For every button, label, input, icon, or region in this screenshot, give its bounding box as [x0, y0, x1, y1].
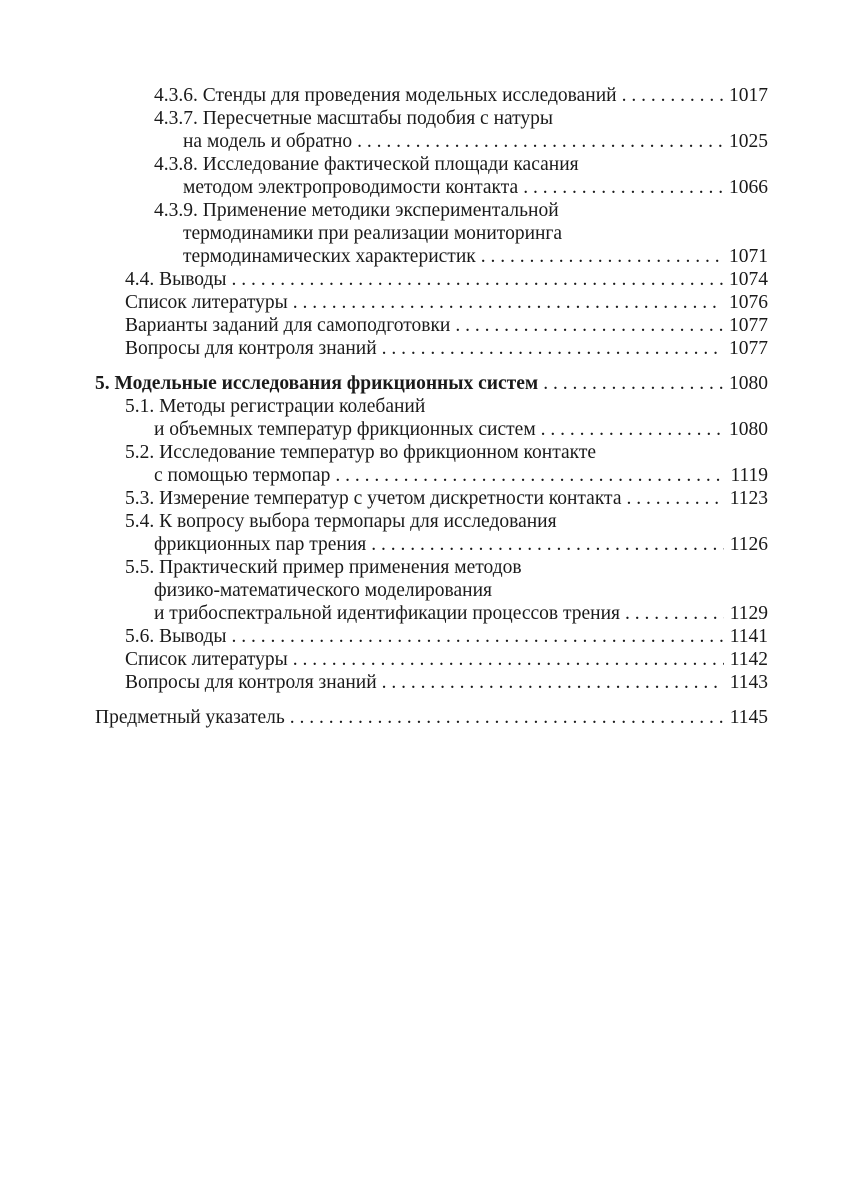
leader-dots: [382, 337, 723, 360]
toc-entry-title: термодинамики при реализации мониторинга: [183, 223, 563, 244]
toc-entry-page: 1077: [729, 315, 768, 336]
toc-entry-page: 1080: [729, 373, 768, 394]
toc-entry[interactable]: [0, 337, 768, 360]
toc-entry-title: 5.1. Методы регистрации колебаний: [125, 396, 426, 417]
toc-entry-continuation[interactable]: [0, 579, 857, 602]
toc-entry-page: 1142: [729, 649, 768, 670]
toc-entry-title: методом электропроводимости контакта: [183, 177, 519, 198]
toc-entry-title: 4.3.8. Исследование фактической площади касания: [154, 154, 579, 175]
toc-entry[interactable]: [0, 107, 857, 130]
toc-entry-page: 1123: [729, 488, 768, 509]
leader-dots: [371, 533, 723, 556]
leader-dots: [543, 372, 723, 395]
toc-entry-title: 4.4. Выводы: [125, 269, 227, 290]
toc-entry-title: 5.6. Выводы: [125, 626, 227, 647]
toc-entry[interactable]: [0, 291, 768, 314]
toc-entry[interactable]: [0, 441, 857, 464]
toc-entry-title: 4.3.6. Стенды для проведения модельных исследований: [154, 85, 617, 106]
toc-entry-page: 1077: [729, 338, 768, 359]
toc-entry[interactable]: [0, 153, 857, 176]
toc-chapter[interactable]: [0, 372, 768, 395]
toc-entry-title: Варианты заданий для самоподготовки: [125, 315, 451, 336]
toc-entry-continuation[interactable]: [0, 245, 768, 268]
toc-entry-page: 1066: [729, 177, 768, 198]
toc-entry-continuation[interactable]: [0, 602, 768, 625]
toc-entry-title: и трибоспектральной идентификации процессов трения: [154, 603, 620, 624]
toc-entry-title: физико-математического моделирования: [154, 580, 492, 601]
leader-dots: [232, 625, 724, 648]
leader-dots: [293, 291, 723, 314]
toc-entry-continuation[interactable]: [0, 130, 768, 153]
leader-dots: [290, 706, 724, 729]
toc-entry-title: и объемных температур фрикционных систем: [154, 419, 536, 440]
toc-entry-title: Вопросы для контроля знаний: [125, 338, 377, 359]
toc-entry-title: 4.3.9. Применение методики экспериментальной: [154, 200, 559, 221]
toc-entry-continuation[interactable]: [0, 533, 768, 556]
toc-entry-page: 1126: [729, 534, 768, 555]
toc-entry-title: Список литературы: [125, 649, 288, 670]
toc-entry-page: 1143: [729, 672, 768, 693]
toc-entry-title: на модель и обратно: [183, 131, 353, 152]
toc-entry-title: Список литературы: [125, 292, 288, 313]
section-gap: [0, 360, 857, 372]
toc-entry[interactable]: [0, 395, 857, 418]
toc-entry-continuation[interactable]: [0, 418, 768, 441]
toc-chapter-title: 5. Модельные исследования фрикционных систем: [95, 373, 539, 394]
section-gap: [0, 694, 857, 706]
toc-entry[interactable]: [0, 84, 768, 107]
toc-entry-page: 1017: [729, 85, 768, 106]
toc-entry[interactable]: [0, 625, 768, 648]
leader-dots: [626, 487, 723, 510]
toc-entry-page: 1076: [729, 292, 768, 313]
toc-entry-title: с помощью термопар: [154, 465, 331, 486]
toc-entry-title: термодинамических характеристик: [183, 246, 476, 267]
toc-entry-title: 5.4. К вопросу выбора термопары для исследования: [125, 511, 557, 532]
toc-entry[interactable]: [0, 671, 768, 694]
toc-entry[interactable]: [0, 314, 768, 337]
toc-entry-title: 5.3. Измерение температур с учетом дискретности контакта: [125, 488, 622, 509]
toc-entry-continuation[interactable]: [0, 176, 768, 199]
leader-dots: [523, 176, 723, 199]
leader-dots: [625, 602, 724, 625]
toc-entry-title: 5.2. Исследование температур во фрикционном контакте: [125, 442, 597, 463]
toc-entry-title: Предметный указатель: [95, 707, 285, 728]
table-of-contents: [0, 84, 857, 729]
toc-entry-page: 1080: [729, 419, 768, 440]
toc-entry-page: 1141: [729, 626, 768, 647]
toc-entry-title: 5.5. Практический пример применения методов: [125, 557, 522, 578]
toc-entry-continuation[interactable]: [0, 464, 768, 487]
toc-entry[interactable]: [0, 510, 857, 533]
leader-dots: [481, 245, 723, 268]
toc-entry-page: 1129: [729, 603, 768, 624]
toc-entry-index[interactable]: [0, 706, 768, 729]
leader-dots: [622, 84, 723, 107]
leader-dots: [232, 268, 723, 291]
leader-dots: [541, 418, 723, 441]
leader-dots: [293, 648, 724, 671]
toc-entry[interactable]: [0, 487, 768, 510]
toc-entry[interactable]: [0, 556, 857, 579]
leader-dots: [357, 130, 723, 153]
toc-entry-title: 4.3.7. Пересчетные масштабы подобия с натуры: [154, 108, 554, 129]
toc-entry[interactable]: [0, 648, 768, 671]
toc-entry-page: 1074: [729, 269, 768, 290]
toc-entry-page: 1025: [729, 131, 768, 152]
toc-entry[interactable]: [0, 199, 857, 222]
toc-entry-page: 1119: [730, 465, 768, 486]
toc-entry[interactable]: [0, 268, 768, 291]
leader-dots: [455, 314, 723, 337]
toc-entry-title: Вопросы для контроля знаний: [125, 672, 377, 693]
toc-entry-title: фрикционных пар трения: [154, 534, 367, 555]
toc-entry-page: 1145: [729, 707, 768, 728]
leader-dots: [335, 464, 724, 487]
toc-entry-continuation[interactable]: [0, 222, 857, 245]
leader-dots: [382, 671, 724, 694]
toc-entry-page: 1071: [729, 246, 768, 267]
